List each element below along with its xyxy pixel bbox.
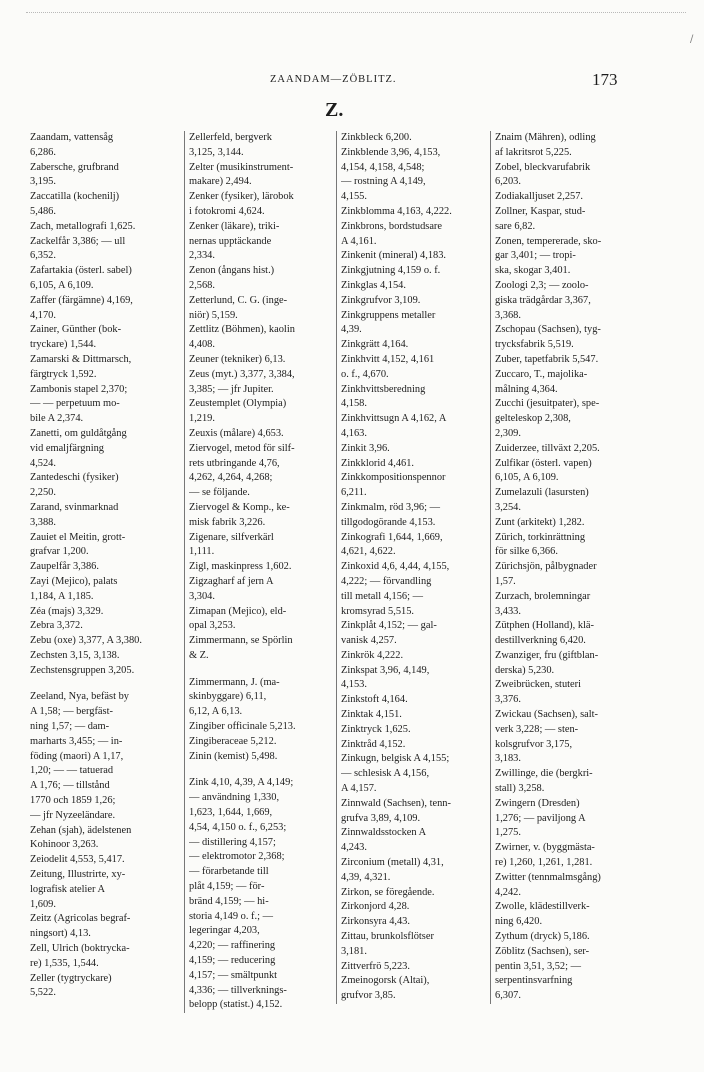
- index-entry-line: Zittverfrö 5,223.: [341, 960, 410, 972]
- index-entry-line: sare 6,82.: [495, 220, 536, 232]
- index-entry-line: Zach, metallografi 1,625.: [30, 220, 136, 232]
- index-entry-line: Zeitung, Illustrirte, xy-: [30, 869, 126, 881]
- index-entry-line: Zwickau (Sachsen), salt-: [495, 709, 599, 721]
- index-entry-line: 6,105, A 6,109.: [495, 472, 559, 484]
- index-entry-line: Zinkrök 4,222.: [341, 649, 404, 661]
- index-entry-line: Zinkit 3,96.: [341, 442, 390, 454]
- index-entry-line: ning 1,57; — dam-: [30, 721, 110, 733]
- index-entry-line: Zebu (oxe) 3,377, A 3,380.: [30, 635, 142, 647]
- entry-gap: [189, 764, 337, 776]
- index-entry-line: färgtryck 1,592.: [30, 368, 97, 380]
- index-entry-line: Zenon (ångans hist.): [189, 265, 275, 277]
- index-entry-line: Zodiakalljuset 2,257.: [495, 191, 584, 203]
- index-entry-line: 4,336; — tillverknings-: [189, 984, 287, 996]
- index-entry-line: Zinkugn, belgisk A 4,155;: [341, 753, 450, 765]
- index-entry-line: Zinkstoft 4,164.: [341, 694, 408, 706]
- index-entry-line: Zeuxis (målare) 4,653.: [189, 427, 284, 439]
- index-entry-line: Zobel, bleckvarufabrik: [495, 161, 591, 173]
- index-entry-line: 1770 och 1859 1,26;: [30, 795, 116, 807]
- index-entry-line: 1,57.: [495, 575, 516, 587]
- index-entry-line: 4,262, 4,264, 4,268;: [189, 472, 273, 484]
- index-entry-line: Zamarski & Dittmarsch,: [30, 353, 132, 365]
- index-entry-line: giska trädgårdar 3,367,: [495, 294, 591, 306]
- index-entry-line: ningsort) 4,13.: [30, 928, 91, 940]
- index-entry-line: 6,203.: [495, 176, 521, 188]
- index-entry-line: marharts 3,455; — in-: [30, 735, 123, 747]
- index-entry-line: Zulfikar (österl. vapen): [495, 457, 592, 469]
- index-entry-line: — jfr Nyzeeländare.: [30, 809, 116, 821]
- index-entry-line: 4,222; — förvandling: [341, 575, 432, 587]
- index-entry-line: pentin 3,51, 3,52; —: [495, 960, 582, 972]
- index-entry-line: 3,181.: [341, 945, 367, 957]
- index-entry-line: bränd 4,159; — hi-: [189, 895, 269, 907]
- index-entry-line: 3,183.: [495, 753, 521, 765]
- index-entry-line: 4,170.: [30, 309, 56, 321]
- index-entry-line: Zwirner, v. (byggmästa-: [495, 842, 595, 854]
- index-entry-line: Zwanziger, fru (giftblan-: [495, 649, 599, 661]
- index-entry-line: o. f., 4,670.: [341, 368, 389, 380]
- index-entry-line: 3,304.: [189, 590, 215, 602]
- index-entry-line: Zenker (fysiker), lärobok: [189, 191, 294, 203]
- index-entry-line: Zinkklorid 4,461.: [341, 457, 415, 469]
- index-entry-line: grufvor 3,85.: [341, 990, 396, 1002]
- index-entry-line: Zürichsjön, pålbygnader: [495, 561, 597, 573]
- index-entry-line: Zigenare, silfverkärl: [189, 531, 274, 543]
- index-entry-line: Zackelfår 3,386; — ull: [30, 235, 126, 247]
- index-entry-line: Zimmermann, J. (ma-: [189, 676, 280, 688]
- index-entry-line: — förarbetande till: [189, 866, 269, 878]
- index-entry-line: Zelter (musikinstrument-: [189, 161, 294, 173]
- index-entry-line: Zumelazuli (lasursten): [495, 487, 589, 499]
- index-entry-line: Zirkon, se föregående.: [341, 886, 435, 898]
- index-entry-line: Zink 4,10, 4,39, A 4,149;: [189, 777, 294, 789]
- index-entry-line: 1,609.: [30, 898, 56, 910]
- index-column-1: [30, 131, 180, 1001]
- index-entry-line: 6,105, A 6,109.: [30, 279, 94, 291]
- index-entry-line: Zingiber officinale 5,213.: [189, 721, 296, 733]
- index-entry-line: Zürich, torkinrättning: [495, 531, 586, 543]
- index-entry-line: Zaupelfår 3,386.: [30, 561, 99, 573]
- index-entry-line: 2,309.: [495, 427, 521, 439]
- index-entry-line: Zunt (arkitekt) 1,282.: [495, 516, 585, 528]
- index-entry-line: Zuiderzee, tillväxt 2,205.: [495, 442, 600, 454]
- index-entry-line: — rostning A 4,149,: [341, 176, 426, 188]
- index-entry-line: Zantedeschi (fysiker): [30, 472, 119, 484]
- index-entry-line: Zeeland, Nya, befäst by: [30, 691, 129, 703]
- index-entry-line: Zambonis stapel 2,370;: [30, 383, 128, 395]
- index-entry-line: 1,20; — — tatuerad: [30, 765, 114, 777]
- index-entry-line: plåt 4,159; — för-: [189, 881, 265, 893]
- top-edge-rule: [26, 12, 686, 13]
- index-entry-line: derska) 5,230.: [495, 664, 555, 676]
- index-entry-line: — schlesisk A 4,156,: [341, 768, 430, 780]
- index-entry-line: Zirkonsyra 4,43.: [341, 916, 410, 928]
- index-entry-line: Zinkbrons, bordstudsare: [341, 220, 443, 232]
- index-entry-line: opal 3,253.: [189, 620, 236, 632]
- index-entry-line: Zehan (sjah), ädelstenen: [30, 824, 132, 836]
- index-entry-line: Zythum (dryck) 5,186.: [495, 931, 590, 943]
- page-number: 173: [592, 70, 618, 89]
- index-entry-line: 4,243.: [341, 842, 367, 854]
- index-entry-line: 1,111.: [189, 546, 215, 558]
- index-entry-line: Zinktak 4,151.: [341, 709, 402, 721]
- index-entry-line: niör) 5,159.: [189, 309, 238, 321]
- index-entry-line: Zarand, svinmarknad: [30, 501, 119, 513]
- index-entry-line: Zayi (Mejico), palats: [30, 575, 118, 587]
- index-entry-line: till metall 4,156; —: [341, 590, 423, 602]
- index-entry-line: 3,125, 3,144.: [189, 146, 244, 158]
- index-entry-line: 1,219.: [189, 413, 215, 425]
- index-entry-line: Zschopau (Sachsen), tyg-: [495, 324, 601, 336]
- index-entry-line: 6,307.: [495, 990, 521, 1002]
- index-entry-line: 4,621, 4,622.: [341, 546, 396, 558]
- index-entry-line: skinbyggare) 6,11,: [189, 691, 267, 703]
- index-column-2: [184, 131, 337, 1013]
- index-entry-line: gar 3,401; — tropi-: [495, 250, 576, 262]
- index-entry-line: A 1,76; — tillstånd: [30, 780, 110, 792]
- index-entry-line: 3,195.: [30, 176, 56, 188]
- running-head: ZAANDAM—ZÖBLITZ.: [270, 74, 397, 85]
- index-entry-line: Zuber, tapetfabrik 5,547.: [495, 353, 599, 365]
- index-entry-line: 3,254.: [495, 501, 521, 513]
- index-entry-line: Zabersche, grufbrand: [30, 161, 119, 173]
- index-entry-line: Zimapan (Mejico), eld-: [189, 605, 287, 617]
- index-entry-line: Zinnwaldsstocken A: [341, 827, 427, 839]
- index-entry-line: Ziervogel, metod för silf-: [189, 442, 295, 454]
- index-entry-line: serpentinsvarfning: [495, 975, 573, 987]
- index-entry-line: re) 1,260, 1,261, 1,281.: [495, 857, 593, 869]
- index-entry-line: Zettlitz (Böhmen), kaolin: [189, 324, 295, 336]
- index-entry-line: Zanetti, om guldåtgång: [30, 427, 127, 439]
- index-entry-line: A 4,161.: [341, 235, 377, 247]
- index-entry-line: ska, skogar 3,401.: [495, 265, 571, 277]
- index-column-4: [490, 131, 651, 1004]
- index-entry-line: Zinkhvitt 4,152, 4,161: [341, 353, 435, 365]
- index-entry-line: grufva 3,89, 4,109.: [341, 812, 421, 824]
- index-entry-line: legeringar 4,203,: [189, 925, 260, 937]
- index-entry-line: Zinkplåt 4,152; — gal-: [341, 620, 437, 632]
- index-entry-line: 4,54, 4,150 o. f., 6,253;: [189, 821, 287, 833]
- index-entry-line: 4,157; — smältpunkt: [189, 969, 278, 981]
- index-entry-line: Zéa (majs) 3,329.: [30, 605, 104, 617]
- index-entry-line: 2,568.: [189, 279, 215, 291]
- index-entry-line: 4,220; — raffinering: [189, 940, 276, 952]
- index-entry-line: Zinin (kemist) 5,498.: [189, 750, 278, 762]
- index-entry-line: Zinkografi 1,644, 1,669,: [341, 531, 443, 543]
- index-entry-line: 6,12, A 6,13.: [189, 706, 243, 718]
- index-entry-line: Zell, Ulrich (boktrycka-: [30, 943, 130, 955]
- entry-gap: [189, 664, 337, 676]
- index-entry-line: 1,623, 1,644, 1,669,: [189, 807, 273, 819]
- index-entry-line: Zellerfeld, bergverk: [189, 132, 272, 143]
- section-letter: Z.: [325, 99, 344, 121]
- index-entry-line: 4,159; — reducering: [189, 955, 276, 967]
- index-entry-line: 1,275.: [495, 827, 521, 839]
- index-entry-line: kolsgrufvor 3,175,: [495, 738, 573, 750]
- index-entry-line: tillgodogörande 4,153.: [341, 516, 436, 528]
- index-entry-line: rets utbringande 4,76,: [189, 457, 280, 469]
- index-entry-line: Zmeinogorsk (Altai),: [341, 975, 430, 987]
- index-entry-line: Zeitz (Agricolas begraf-: [30, 913, 131, 925]
- index-entry-line: Zinkglas 4,154.: [341, 279, 406, 291]
- index-entry-line: belopp (statist.) 4,152.: [189, 999, 283, 1011]
- index-entry-line: verk 3,228; — sten-: [495, 723, 579, 735]
- index-entry-line: Zenker (läkare), triki-: [189, 220, 280, 232]
- index-entry-line: vanisk 4,257.: [341, 635, 397, 647]
- index-entry-line: A 1,58; — bergfäst-: [30, 706, 113, 718]
- index-entry-line: Zwolle, klädestillverk-: [495, 901, 590, 913]
- index-entry-line: Zirkonjord 4,28.: [341, 901, 410, 913]
- index-entry-line: Zucchi (jesuitpater), spe-: [495, 398, 600, 410]
- index-entry-line: A 4,157.: [341, 783, 377, 795]
- index-entry-line: — elektromotor 2,368;: [189, 851, 285, 863]
- index-entry-line: destillverkning 6,420.: [495, 635, 586, 647]
- index-entry-line: 2,334.: [189, 250, 215, 262]
- index-entry-line: Zechsten 3,15, 3,138.: [30, 649, 120, 661]
- index-entry-line: Zinnwald (Sachsen), tenn-: [341, 797, 451, 809]
- index-entry-line: Zinkhvittsugn A 4,162, A: [341, 413, 447, 425]
- index-entry-line: vid emaljfärgning: [30, 442, 104, 454]
- index-entry-line: 5,522.: [30, 987, 56, 999]
- index-entry-line: Zinkgruppens metaller: [341, 309, 436, 321]
- index-entry-line: Zinkmalm, röd 3,96; —: [341, 501, 440, 513]
- index-entry-line: 6,211.: [341, 487, 367, 499]
- index-entry-line: Zeuner (tekniker) 6,13.: [189, 353, 286, 365]
- index-entry-line: — se följande.: [189, 487, 250, 499]
- index-entry-line: 4,154, 4,158, 4,548;: [341, 161, 425, 173]
- index-entry-line: Zingiberaceae 5,212.: [189, 735, 277, 747]
- index-entry-line: stall) 3,258.: [495, 783, 545, 795]
- index-entry-line: Zittau, brunkolsflötser: [341, 931, 434, 943]
- index-entry-line: nernas upptäckande: [189, 235, 272, 247]
- index-entry-line: Zweibrücken, stuteri: [495, 679, 581, 691]
- index-entry-line: Zirconium (metall) 4,31,: [341, 857, 444, 869]
- index-entry-line: 5,486.: [30, 205, 56, 217]
- index-entry-line: Zebra 3,372.: [30, 620, 83, 632]
- index-entry-line: 1,184, A 1,185.: [30, 590, 94, 602]
- index-entry-line: misk fabrik 3,226.: [189, 516, 266, 528]
- index-entry-line: Zinkoxid 4,6, 4,44, 4,155,: [341, 561, 450, 573]
- index-entry-line: Zinkblomma 4,163, 4,222.: [341, 205, 452, 217]
- index-entry-line: Zinkbleck 6,200.: [341, 132, 412, 143]
- index-entry-line: Zigzagharf af jern A: [189, 575, 274, 587]
- index-entry-line: 1,276; — paviljong A: [495, 812, 586, 824]
- index-entry-line: 4,155.: [341, 191, 367, 203]
- index-entry-line: Zafartakia (österl. sabel): [30, 265, 132, 277]
- index-entry-line: 4,39, 4,321.: [341, 871, 391, 883]
- index-entry-line: kromsyrad 5,515.: [341, 605, 415, 617]
- index-entry-line: Zinkgjutning 4,159 o. f.: [341, 265, 441, 277]
- index-entry-line: 6,352.: [30, 250, 56, 262]
- index-entry-line: Zwingern (Dresden): [495, 797, 580, 809]
- index-entry-line: 4,153.: [341, 679, 367, 691]
- index-entry-line: — distillering 4,157;: [189, 836, 276, 848]
- index-columns: [30, 131, 686, 1061]
- index-entry-line: — användning 1,330,: [189, 792, 280, 804]
- index-entry-line: 3,433.: [495, 605, 521, 617]
- index-entry-line: 2,250.: [30, 487, 56, 499]
- index-entry-line: Zinkspat 3,96, 4,149,: [341, 664, 430, 676]
- index-entry-line: lografisk atelier A: [30, 883, 106, 895]
- index-entry-line: i fotokromi 4,624.: [189, 205, 265, 217]
- index-entry-line: 4,39.: [341, 324, 362, 336]
- index-entry-line: Zinkkompositionspennor: [341, 472, 446, 484]
- index-entry-line: 4,524.: [30, 457, 56, 469]
- index-entry-line: tryckare) 1,544.: [30, 339, 97, 351]
- index-entry-line: Zetterlund, C. G. (inge-: [189, 294, 288, 306]
- index-entry-line: Zaffer (färgämne) 4,169,: [30, 294, 133, 306]
- index-entry-line: bile A 2,374.: [30, 413, 84, 425]
- index-entry-line: Zwitter (tennmalmsgång): [495, 871, 601, 883]
- index-entry-line: grafvar 1,200.: [30, 546, 89, 558]
- index-entry-line: 3,376.: [495, 694, 521, 706]
- index-entry-line: målning 4,364.: [495, 383, 558, 395]
- index-entry-line: Zoologi 2,3; — zoolo-: [495, 279, 589, 291]
- index-entry-line: Zauiet el Meitin, grott-: [30, 531, 126, 543]
- index-entry-line: Zurzach, brolemningar: [495, 590, 591, 602]
- index-entry-line: Zinkblende 3,96, 4,153,: [341, 146, 441, 158]
- index-entry-line: Zeus (myt.) 3,377, 3,384,: [189, 368, 295, 380]
- index-entry-line: Zeustemplet (Olympia): [189, 398, 287, 410]
- index-entry-line: re) 1,535, 1,544.: [30, 957, 99, 969]
- entry-gap: [30, 678, 180, 690]
- index-entry-line: Kohinoor 3,263.: [30, 839, 99, 851]
- index-entry-line: Zonen, tempererade, sko-: [495, 235, 602, 247]
- index-entry-line: 3,388.: [30, 516, 56, 528]
- index-entry-line: trycksfabrik 5,519.: [495, 339, 574, 351]
- index-entry-line: Zinkgrätt 4,164.: [341, 339, 409, 351]
- index-entry-line: föding (maori) A 1,17,: [30, 750, 124, 762]
- index-entry-line: Zütphen (Holland), klä-: [495, 620, 594, 632]
- index-column-3: [336, 131, 491, 1004]
- index-entry-line: Zaccatilla (kochenilj): [30, 191, 120, 203]
- margin-mark: /: [690, 34, 694, 45]
- index-entry-line: Zigl, maskinpress 1,602.: [189, 561, 292, 573]
- index-entry-line: Zöblitz (Sachsen), ser-: [495, 945, 590, 957]
- index-entry-line: — — perpetuum mo-: [30, 398, 120, 410]
- index-entry-line: 3,368.: [495, 309, 521, 321]
- index-entry-line: Zwillinge, die (bergkri-: [495, 768, 593, 780]
- index-entry-line: 4,163.: [341, 427, 367, 439]
- index-entry-line: gelteleskop 2,308,: [495, 413, 571, 425]
- page-header: [0, 72, 704, 92]
- index-entry-line: Zinktråd 4,152.: [341, 738, 406, 750]
- index-entry-line: makare) 2,494.: [189, 176, 252, 188]
- index-entry-line: Zechstensgruppen 3,205.: [30, 664, 135, 676]
- index-entry-line: för silke 6,366.: [495, 546, 558, 558]
- index-entry-line: storia 4,149 o. f.; —: [189, 910, 273, 922]
- index-entry-line: Znaim (Mähren), odling: [495, 132, 596, 143]
- index-entry-line: Zinkhvittsberedning: [341, 383, 426, 395]
- index-entry-line: 6,286.: [30, 146, 56, 158]
- index-entry-line: Zollner, Kaspar, stud-: [495, 205, 586, 217]
- index-entry-line: Zeiodelit 4,553, 5,417.: [30, 854, 125, 866]
- index-entry-line: Zinktryck 1,625.: [341, 723, 411, 735]
- index-entry-line: Zainer, Günther (bok-: [30, 324, 122, 336]
- index-entry-line: af lakritsrot 5,225.: [495, 146, 572, 158]
- index-entry-line: Ziervogel & Komp., ke-: [189, 501, 290, 513]
- index-entry-line: Zinkenit (mineral) 4,183.: [341, 250, 447, 262]
- index-entry-line: & Z.: [189, 649, 209, 661]
- index-entry-line: 4,408.: [189, 339, 215, 351]
- index-entry-line: Zinkgrufvor 3,109.: [341, 294, 421, 306]
- index-entry-line: 3,385; — jfr Jupiter.: [189, 383, 274, 395]
- index-entry-line: Zimmermann, se Spörlin: [189, 635, 293, 647]
- index-entry-line: ning 6,420.: [495, 916, 543, 928]
- index-entry-line: 4,158.: [341, 398, 367, 410]
- index-entry-line: Zeller (tygtryckare): [30, 972, 112, 984]
- index-entry-line: Zaandam, vattensåg: [30, 132, 114, 143]
- index-entry-line: Zuccaro, T., majolika-: [495, 368, 588, 380]
- index-entry-line: 4,242.: [495, 886, 521, 898]
